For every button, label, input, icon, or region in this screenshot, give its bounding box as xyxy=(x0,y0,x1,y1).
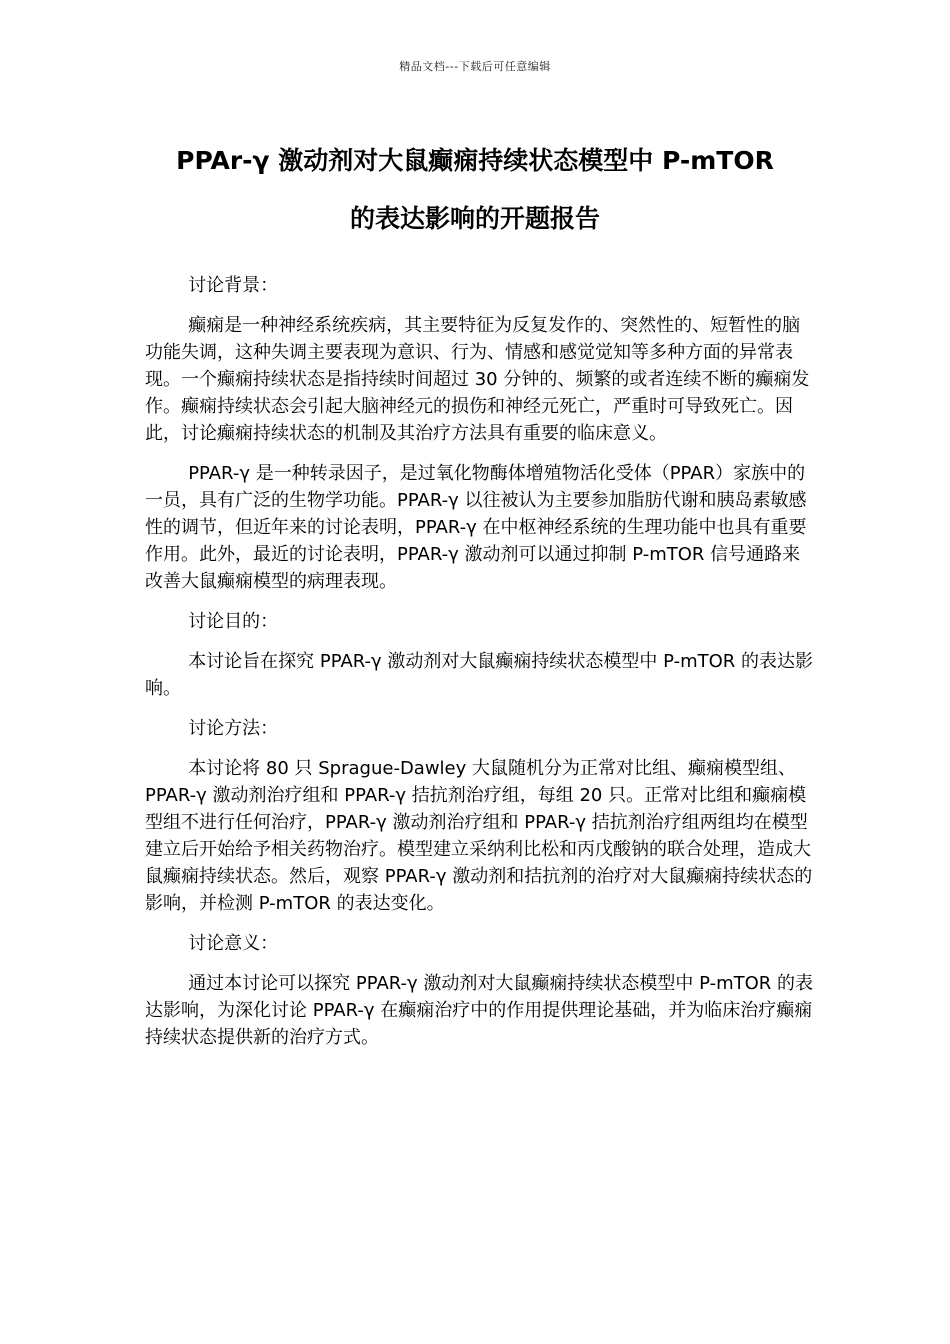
document-body xyxy=(145,272,815,1064)
title-line-2: 的表达影响的开题报告 xyxy=(349,204,600,233)
title-line-1: PPAr-γ 激动剂对大鼠癫痫持续状态模型中 P-mTOR xyxy=(176,146,774,175)
section-heading-purpose: 讨论目的： xyxy=(188,611,279,632)
paragraph-purpose: 本讨论旨在探究 PPAR-γ 激动剂对大鼠癫痫持续状态模型中 P-mTOR 的表达影响。 xyxy=(145,651,814,699)
paragraph-methods: 本讨论将 80 只 Sprague-Dawley 大鼠随机分为正常对比组、癫痫模型组、PPAR-γ 激动剂治疗组和 PPAR-γ 拮抗剂治疗组，每组 20 只。正常对比组和癫痫模型组不进行任何治疗，PPAR-γ 激动剂治疗组和 PPAR-γ 拮抗剂治疗组两组均在模型建立后开始给予相关药物治疗。模型建立采纳利比松和丙戊酸钠的联合处理，造成大鼠癫痫持续状态。然后，观察 PPAR-γ 激动剂和拮抗剂的治疗对大鼠癫痫持续状态的影响，并检测 P-mTOR 的表达变化。 xyxy=(145,758,813,914)
paragraph-significance: 通过本讨论可以探究 PPAR-γ 激动剂对大鼠癫痫持续状态模型中 P-mTOR 的表达影响，为深化讨论 PPAR-γ 在癫痫治疗中的作用提供理论基础，并为临床治疗癫痫持续状态提供新的治疗方式。 xyxy=(145,973,814,1048)
header-note: 精品文档---下载后可任意编辑 xyxy=(399,60,551,73)
paragraph-background-2: PPAR-γ 是一种转录因子，是过氧化物酶体增殖物活化受体（PPAR）家族中的一员，具有广泛的生物学功能。PPAR-γ 以往被认为主要参加脂肪代谢和胰岛素敏感性的调节，但近年来的讨论表明，PPAR-γ 在中枢神经系统的生理功能中也具有重要作用。此外，最近的讨论表明，PPAR-γ 激动剂可以通过抑制 P-mTOR 信号通路来改善大鼠癫痫模型的病理表现。 xyxy=(145,463,807,592)
section-heading-significance: 讨论意义： xyxy=(188,933,279,954)
paragraph-background-1: 癫痫是一种神经系统疾病，其主要特征为反复发作的、突然性的、短暂性的脑功能失调，这种失调主要表现为意识、行为、情感和感觉觉知等多种方面的异常表现。一个癫痫持续状态是指持续时间超过 30 分钟的、频繁的或者连续不断的癫痫发作。癫痫持续状态会引起大脑神经元的损伤和神经元死亡，严重时可导致死亡。因此，讨论癫痫持续状态的机制及其治疗方法具有重要的临床意义。 xyxy=(145,315,810,444)
section-heading-background: 讨论背景： xyxy=(188,275,279,296)
section-heading-methods: 讨论方法： xyxy=(188,718,279,739)
document-title xyxy=(100,132,850,248)
